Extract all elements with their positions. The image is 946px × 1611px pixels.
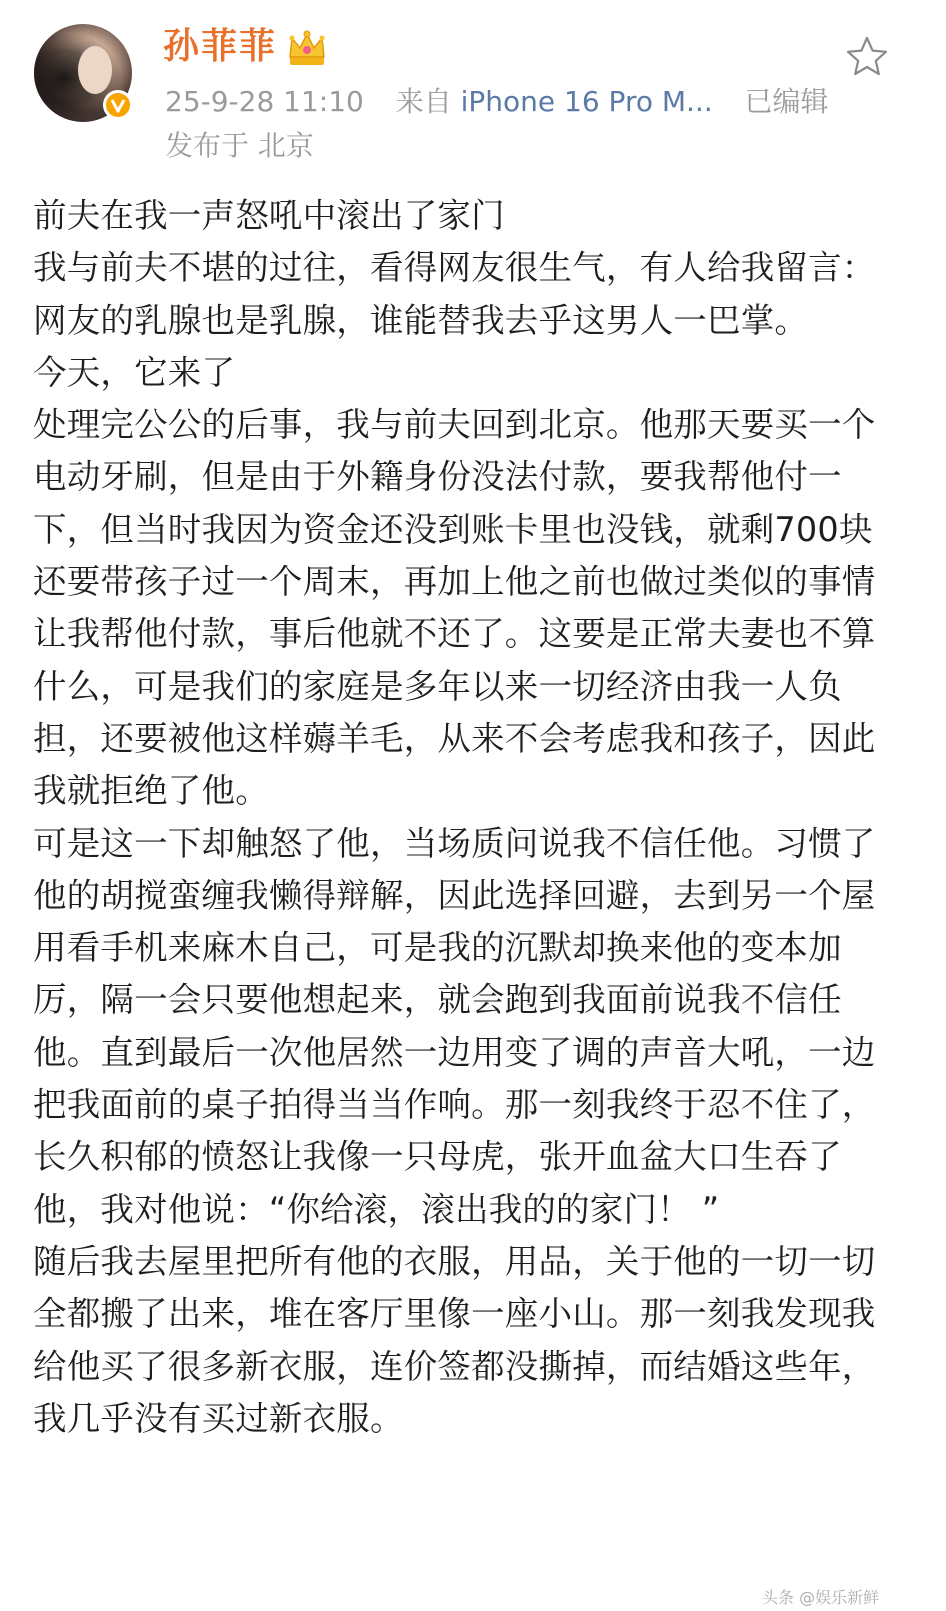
crown-icon: [286, 28, 328, 68]
post-paragraph: 今天，它来了: [33, 352, 236, 392]
post-paragraph: 前夫在我一声怒吼中滚出了家门: [33, 196, 505, 235]
post-location: 发布于 北京: [165, 129, 314, 162]
verified-v-icon: [103, 90, 133, 120]
author-name[interactable]: 孙菲菲: [163, 26, 278, 67]
post-paragraph: 随后我去屋里把所有他的衣服，用品，关于他的一切一切全都搬了出来，堆在客厅里像一座小山。那一刻我发现我给他买了很多新衣服，连价签都没撕掉，而结婚这些年，我几乎没有买过新衣服。: [33, 1241, 876, 1438]
star-outline-icon[interactable]: [844, 34, 890, 80]
post-paragraph: 我与前夫不堪的过往，看得网友很生气，有人给我留言：网友的乳腺也是乳腺，谁能替我去乎这男人一巴掌。: [33, 248, 876, 340]
source-device-link[interactable]: iPhone 16 Pro M...: [460, 85, 713, 118]
post-paragraph: 可是这一下却触怒了他，当场质问说我不信任他。习惯了他的胡搅蛮缠我懒得辩解，因此选择回避，去到另一个屋用看手机来麻木自己，可是我的沉默却换来他的变本加厉，隔一会只要他想起来，就会跑到我面前说我不信任他。直到最后一次他居然一边用变了调的声音大吼，一边把我面前的桌子拍得当当作响。那一刻我终于忍不住了，长久积郁的愤怒让我像一只母虎，张开血盆大口生吞了他，我对他说：“你给滚，滚出我的的家门！ ”: [33, 823, 876, 1229]
post-meta: [165, 80, 829, 124]
post-paragraph: 处理完公公的后事，我与前夫回到北京。他那天要买一个电动牙刷，但是由于外籍身份没法付款，要我帮他付一下，但当时我因为资金还没到账卡里也没钱，就剩700块还要带孩子过一个周末，再加上他之前也做过类似的事情让我帮他付款，事后他就不还了。这要是正常夫妻也不算什么，可是我们的家庭是多年以来一切经济由我一人负担，还要被他这样薅羊毛，从来不会考虑我和孩子，因此我就拒绝了他。: [33, 405, 876, 811]
source-prefix: 来自: [395, 85, 452, 118]
post-header: [0, 0, 946, 180]
watermark-text: 头条 @娱乐新鲜: [762, 1588, 880, 1607]
edited-label[interactable]: 已编辑: [744, 85, 829, 118]
post-content: [33, 190, 893, 1445]
avatar-face: [78, 46, 112, 94]
post-timestamp: 25-9-28 11:10: [165, 85, 364, 118]
